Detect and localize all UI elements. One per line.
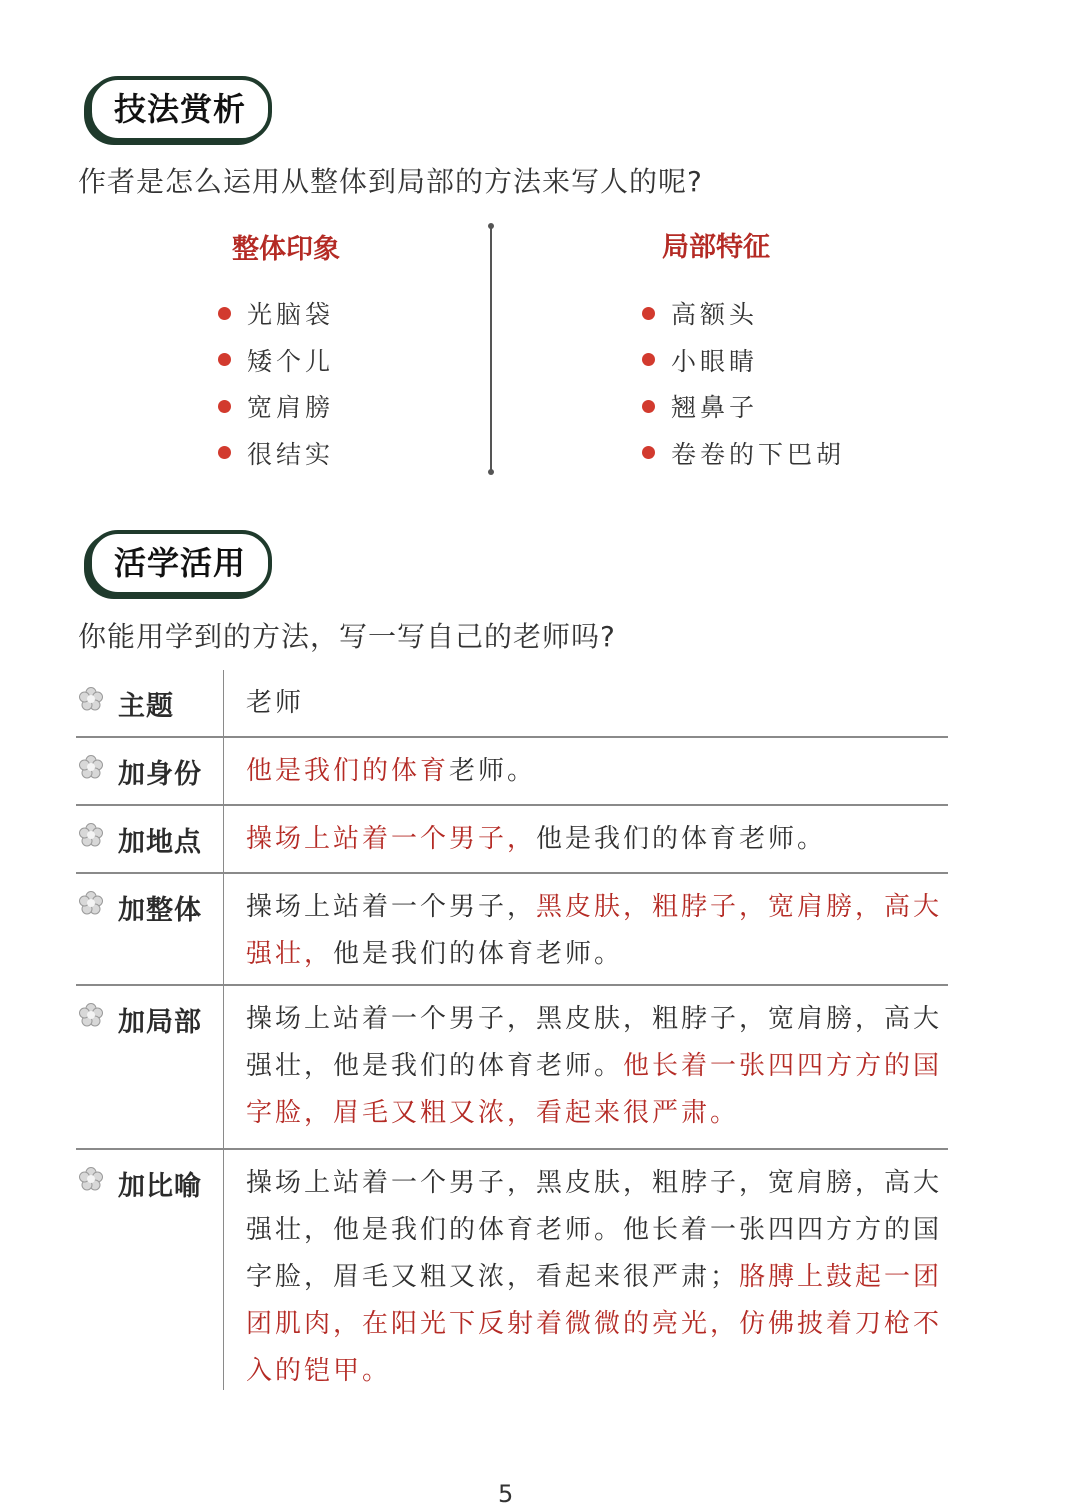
flower-icon [78, 890, 104, 916]
list-item: 矮个儿 [218, 337, 334, 384]
local-features-title: 局部特征 [662, 232, 770, 263]
row-label: 加局部 [76, 986, 224, 1148]
flower-icon [78, 686, 104, 712]
writing-steps-table [76, 670, 948, 1390]
page-number: 5 [498, 1480, 514, 1508]
row-content: 操场上站着一个男子，黑皮肤，粗脖子，宽肩膀，高大强壮，他是我们的体育老师。 [246, 892, 943, 969]
table-row [76, 986, 948, 1150]
column-divider [490, 226, 492, 472]
list-item: 高额头 [642, 290, 845, 337]
table-row [76, 1150, 948, 1390]
practice-question: 你能用学到的方法，写一写自己的老师吗? [78, 620, 616, 653]
list-item: 小眼睛 [642, 337, 845, 384]
flower-icon [78, 754, 104, 780]
bullet-dot-icon [642, 446, 655, 459]
local-features-list [642, 290, 845, 476]
list-item: 光脑袋 [218, 290, 334, 337]
row-content: 他是我们的体育老师。 [246, 756, 537, 786]
bullet-dot-icon [642, 400, 655, 413]
overall-impression-list [218, 290, 334, 476]
bullet-dot-icon [642, 353, 655, 366]
row-content: 操场上站着一个男子，黑皮肤，粗脖子，宽肩膀，高大强壮，他是我们的体育老师。他长着一张四四方方的国字脸，眉毛又粗又浓，看起来很严肃；胳膊上鼓起一团团肌肉，在阳光下反射着微微的亮光，仿佛披着刀枪不入的铠甲。 [246, 1168, 943, 1386]
bullet-dot-icon [218, 400, 231, 413]
analysis-question: 作者是怎么运用从整体到局部的方法来写人的呢? [78, 165, 703, 198]
list-item: 卷卷的下巴胡 [642, 430, 845, 477]
row-label: 加身份 [76, 738, 224, 804]
table-row [76, 806, 948, 874]
list-item: 宽肩膀 [218, 383, 334, 430]
list-item: 很结实 [218, 430, 334, 477]
row-content: 老师 [246, 688, 305, 718]
row-label: 加地点 [76, 806, 224, 872]
section-badge-practice: 活学活用 [88, 530, 272, 596]
list-item: 翘鼻子 [642, 383, 845, 430]
bullet-dot-icon [218, 446, 231, 459]
row-content: 操场上站着一个男子，他是我们的体育老师。 [246, 824, 827, 854]
section-badge-technique: 技法赏析 [88, 76, 272, 142]
row-label: 加整体 [76, 874, 224, 984]
flower-icon [78, 1166, 104, 1192]
overall-impression-title: 整体印象 [232, 234, 340, 265]
flower-icon [78, 1002, 104, 1028]
table-row [76, 738, 948, 806]
row-label: 加比喻 [76, 1150, 224, 1390]
bullet-dot-icon [642, 307, 655, 320]
bullet-dot-icon [218, 307, 231, 320]
bullet-dot-icon [218, 353, 231, 366]
flower-icon [78, 822, 104, 848]
row-content: 操场上站着一个男子，黑皮肤，粗脖子，宽肩膀，高大强壮，他是我们的体育老师。他长着一张四四方方的国字脸，眉毛又粗又浓，看起来很严肃。 [246, 1004, 943, 1128]
table-row [76, 874, 948, 986]
row-label: 主题 [76, 670, 224, 736]
table-row [76, 670, 948, 738]
